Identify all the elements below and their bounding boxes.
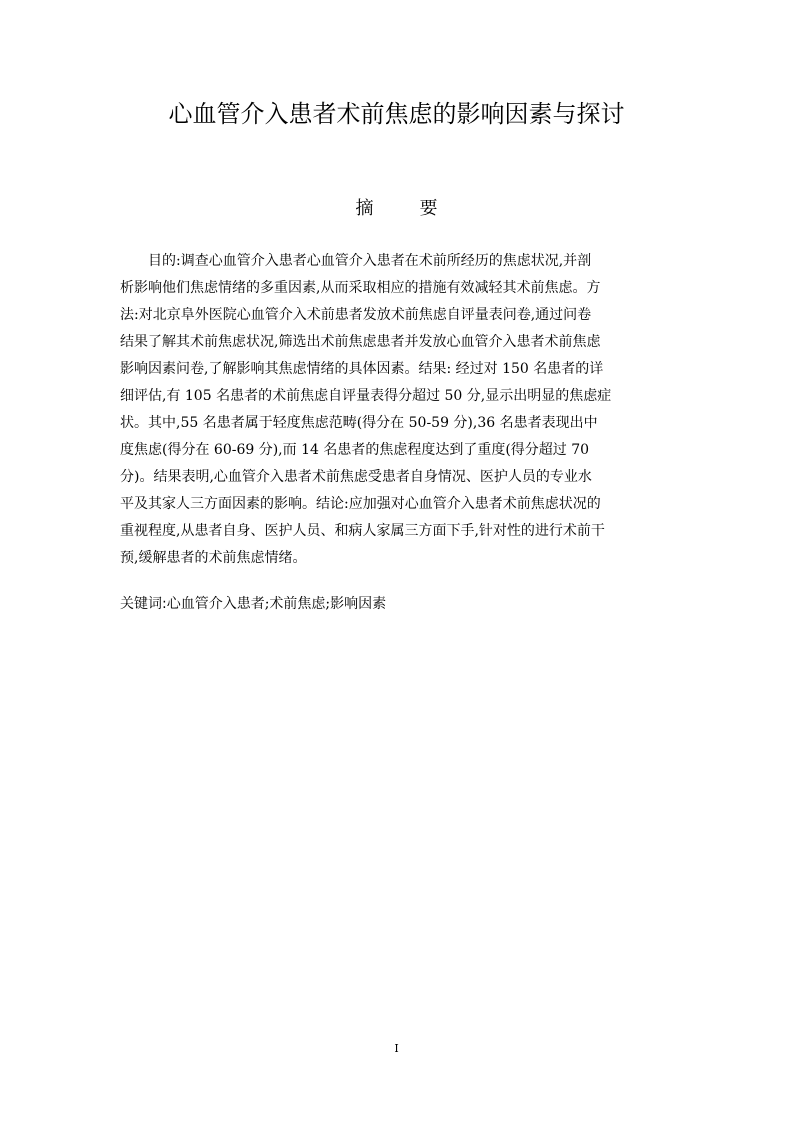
abstract-line: 状。其中,55 名患者属于轻度焦虑范畴(得分在 50-59 分),36 名患者表现出中 [120,415,598,431]
keywords-label: 关键词: [120,596,167,612]
abstract-line: 法:对北京阜外医院心血管介入术前患者发放术前焦虑自评量表问卷,通过问卷 [120,307,592,323]
abstract-line: 平及其家人三方面因素的影响。结论:应加强对心血管介入患者术前焦虑状况的 [120,496,601,512]
page-number: I [394,1042,399,1055]
abstract-line: 细评估,有 105 名患者的术前焦虑自评量表得分超过 50 分,显示出明显的焦虑症 [120,388,612,404]
abstract-line: 结果了解其术前焦虑状况,筛选出术前焦虑患者并发放心血管介入患者术前焦虑 [120,334,601,350]
abstract-line: 析影响他们焦虑情绪的多重因素,从而采取相应的措施有效减轻其术前焦虑。方 [120,280,601,296]
abstract-line: 重视程度,从患者自身、医护人员、和病人家属三方面下手,针对性的进行术前干 [120,523,605,539]
abstract-line: 分)。结果表明,心血管介入患者术前焦虑受患者自身情况、医护人员的专业水 [120,469,592,485]
abstract-heading: 摘要 [355,198,484,219]
abstract-line: 度焦虑(得分在 60-69 分),而 14 名患者的焦虑程度达到了重度(得分超过 70 [120,442,590,458]
abstract-line: 影响因素问卷,了解影响其焦虑情绪的具体因素。结果: 经过对 150 名患者的详 [120,361,604,377]
abstract-body [120,248,673,572]
document-title: 心血管介入患者术前焦虑的影响因素与探讨 [168,100,625,128]
keywords-line [120,592,673,616]
abstract-line: 预,缓解患者的术前焦虑情绪。 [120,550,307,566]
abstract-line: 目的:调查心血管介入患者心血管介入患者在术前所经历的焦虑状况,并剖 [148,253,592,269]
keywords-text: 心血管介入患者;术前焦虑;影响因素 [166,596,387,612]
